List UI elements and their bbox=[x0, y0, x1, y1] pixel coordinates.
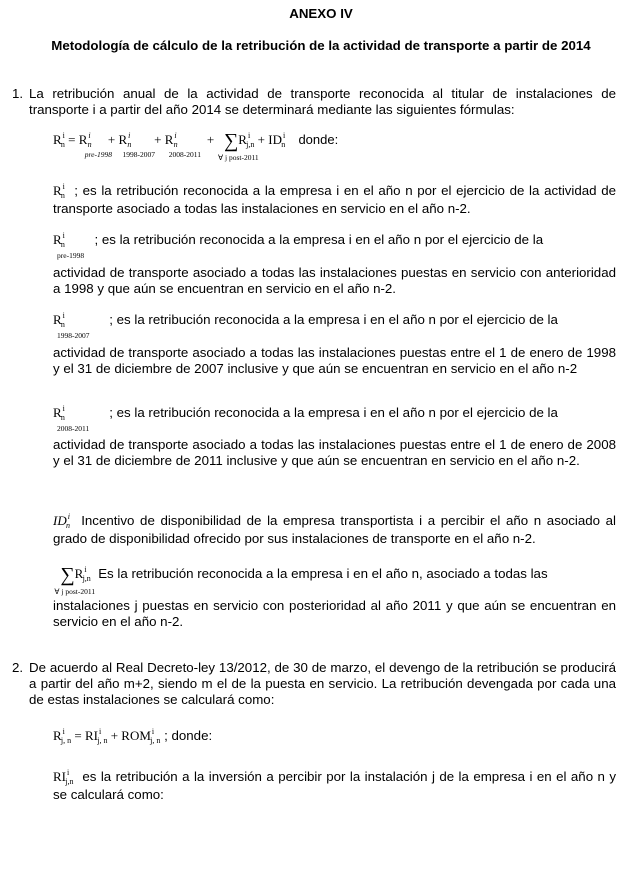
definition-sum-cont: instalaciones j puestas en servicio con posterioridad al año 2011 y que aún se encuentran en servicio en el año n-2. bbox=[53, 598, 616, 630]
definition-id: $ID^i_n$ Incentivo de disponibilidad de la empresa transportista i a percibir el año n asociado al grado de disponibilidad ofrecido por sus instalaciones de transporte en el año n-2. bbox=[53, 512, 616, 547]
annex-title: ANEXO IV bbox=[289, 6, 353, 21]
item1-text: La retribución anual de la actividad de transporte reconocida al titular de instalaciones de transporte i a partir del año 2014 se determinará mediante las siguientes fórmulas: bbox=[29, 86, 616, 118]
definition-ri: $RI^i_{j,n}$ es la retribución a la inversión a percibir por la instalación j de la empresa i en el año n y se calculará como: bbox=[53, 768, 617, 803]
definition-r-pre1998-cont: actividad de transporte asociado a todas las instalaciones puestas en servicio con anterioridad a 1998 y que aún se encuentran en servicio en el año n-2. bbox=[53, 265, 616, 297]
formula-main: $R^i_n = R^i_n$ pre-1998 + $R^i_n$ 1998-2007 + $R^i_n$ 2008-2011 + ∑ ∀ j post-2011 $R^i_{j,n} + ID^i_n$ donde: bbox=[53, 130, 339, 162]
definition-r-1998-2007: $R^i_n$ 1998-2007 ; es la retribución reconocida a la empresa i en el año n por el ejercicio de la bbox=[53, 311, 558, 340]
annex-subtitle: Metodología de cálculo de la retribución de la actividad de transporte a partir de 2014 bbox=[51, 38, 591, 53]
item-number: 1. bbox=[12, 86, 24, 101]
definition-r-1998-2007-cont: actividad de transporte asociado a todas las instalaciones puestas entre el 1 de enero de 1998 y el 31 de diciembre de 2007 inclusive y que aún se encuentran en servicio en el año n-2 bbox=[53, 345, 616, 377]
definition-sum: ∑ ∀ j post-2011 $R^i_{j,n}$ Es la retribución reconocida a la empresa i en el año n, asociado a todas las bbox=[54, 564, 548, 596]
formula-installation: $R^i_{j, n} = RI^i_{j, n} + ROM^i_{j, n}$ ; donde: bbox=[53, 727, 213, 745]
definition-r: $R^i_n$ ; es la retribución reconocida a la empresa i en el año n por el ejercicio de la actividad de transporte asociado a todas las instalaciones en servicio en el año n-2. bbox=[53, 182, 617, 217]
definition-r-pre1998: $R^i_n$ pre-1998 ; es la retribución reconocida a la empresa i en el año n por el ejercicio de la bbox=[53, 231, 544, 260]
definition-r-2008-2011-cont: actividad de transporte asociado a todas las instalaciones puestas entre el 1 de enero de 2008 y el 31 de diciembre de 2011 inclusive y que aún se encuentran en servicio en el año n-2. bbox=[53, 437, 616, 469]
definition-r-2008-2011: $R^i_n$ 2008-2011 ; es la retribución reconocida a la empresa i en el año n por el ejercicio de la bbox=[53, 404, 558, 433]
item-number: 2. bbox=[12, 660, 24, 675]
item2-text: De acuerdo al Real Decreto-ley 13/2012, de 30 de marzo, el devengo de la retribución se producirá a partir del año m+2, siendo m el de la puesta en servicio. La retribución devengada por cada una de estas instalaciones se calculará como: bbox=[29, 660, 616, 708]
